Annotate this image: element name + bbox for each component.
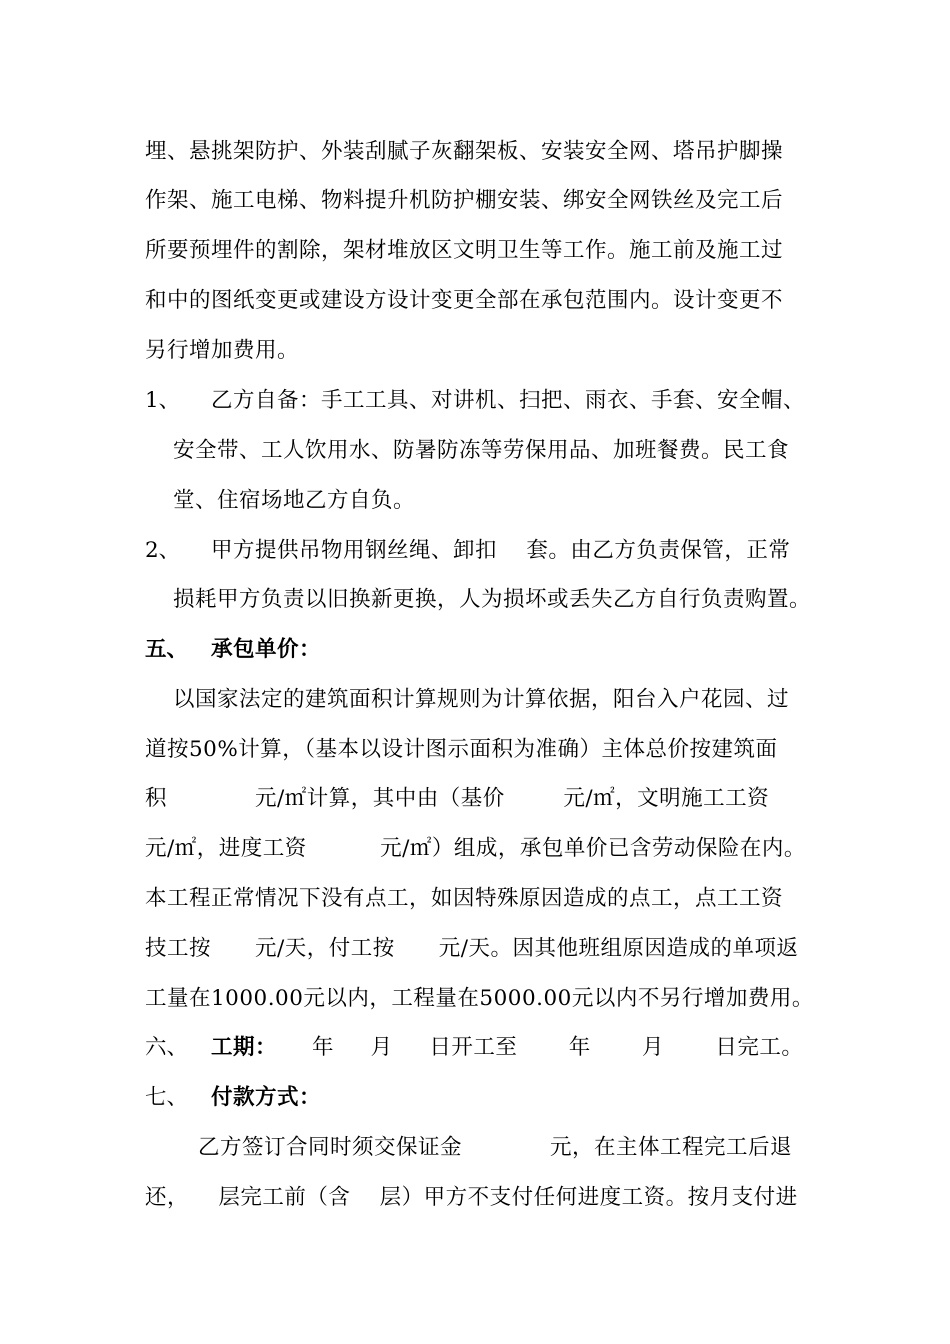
section-number: 六、 — [145, 1035, 189, 1060]
section-title: 付款方式： — [211, 1085, 322, 1110]
list-number: 2、 — [145, 538, 181, 563]
list-item-line: 乙方自备：手工工具、对讲机、扫把、雨衣、手套、安全帽、 — [211, 388, 806, 413]
paragraph-line: 乙方签订合同时须交保证金 元，在主体工程完工后退 — [198, 1135, 793, 1160]
paragraph-line: 作架、施工电梯、物料提升机防护棚安装、绑安全网铁丝及完工后 — [145, 188, 784, 213]
section-title: 工期： — [211, 1035, 278, 1060]
paragraph-line: 本工程正常情况下没有点工，如因特殊原因造成的点工，点工工资 — [145, 886, 784, 911]
section-number: 七、 — [145, 1085, 189, 1110]
paragraph-line: 另行增加费用。 — [145, 338, 300, 363]
paragraph-line: 埋、悬挑架防护、外装刮腻子灰翻架板、安装安全网、塔吊护脚操 — [145, 139, 784, 164]
paragraph-line: 以国家法定的建筑面积计算规则为计算依据，阳台入户花园、过 — [173, 687, 790, 712]
paragraph-line: 技工按 元/天，付工按 元/天。因其他班组原因造成的单项返 — [145, 936, 799, 961]
schedule-text: 年 月 日开工至 年 月 日完工。 — [268, 1035, 804, 1060]
paragraph-line: 和中的图纸变更或建设方设计变更全部在承包范围内。设计变更不 — [145, 288, 784, 313]
paragraph-line: 道按50%计算，（基本以设计图示面积为准确）主体总价按建筑面 — [145, 737, 778, 762]
paragraph-line: 还， 层完工前（含 层）甲方不支付任何进度工资。按月支付进 — [145, 1185, 798, 1210]
paragraph-line: 积 元/㎡计算，其中由（基价 元/㎡，文明施工工资 — [145, 786, 770, 811]
list-item-line: 损耗甲方负责以旧换新更换，人为损坏或丢失乙方自行负责购置。 — [173, 587, 812, 612]
paragraph-line: 元/㎡，进度工资 元/㎡）组成，承包单价已含劳动保险在内。 — [145, 836, 806, 861]
list-item-line: 甲方提供吊物用钢丝绳、卸扣 套。由乙方负责保管，正常 — [211, 538, 791, 563]
list-item-line: 安全带、工人饮用水、防暑防冻等劳保用品、加班餐费。民工食 — [173, 438, 790, 463]
section-title: 承包单价： — [211, 637, 322, 662]
section-number: 五、 — [145, 637, 189, 662]
paragraph-line: 所要预埋件的割除，架材堆放区文明卫生等工作。施工前及施工过 — [145, 238, 784, 263]
list-item-line: 堂、住宿场地乙方自负。 — [173, 488, 416, 513]
list-number: 1、 — [145, 388, 181, 413]
paragraph-line: 工量在1000.00元以内，工程量在5000.00元以内不另行增加费用。 — [145, 986, 814, 1011]
